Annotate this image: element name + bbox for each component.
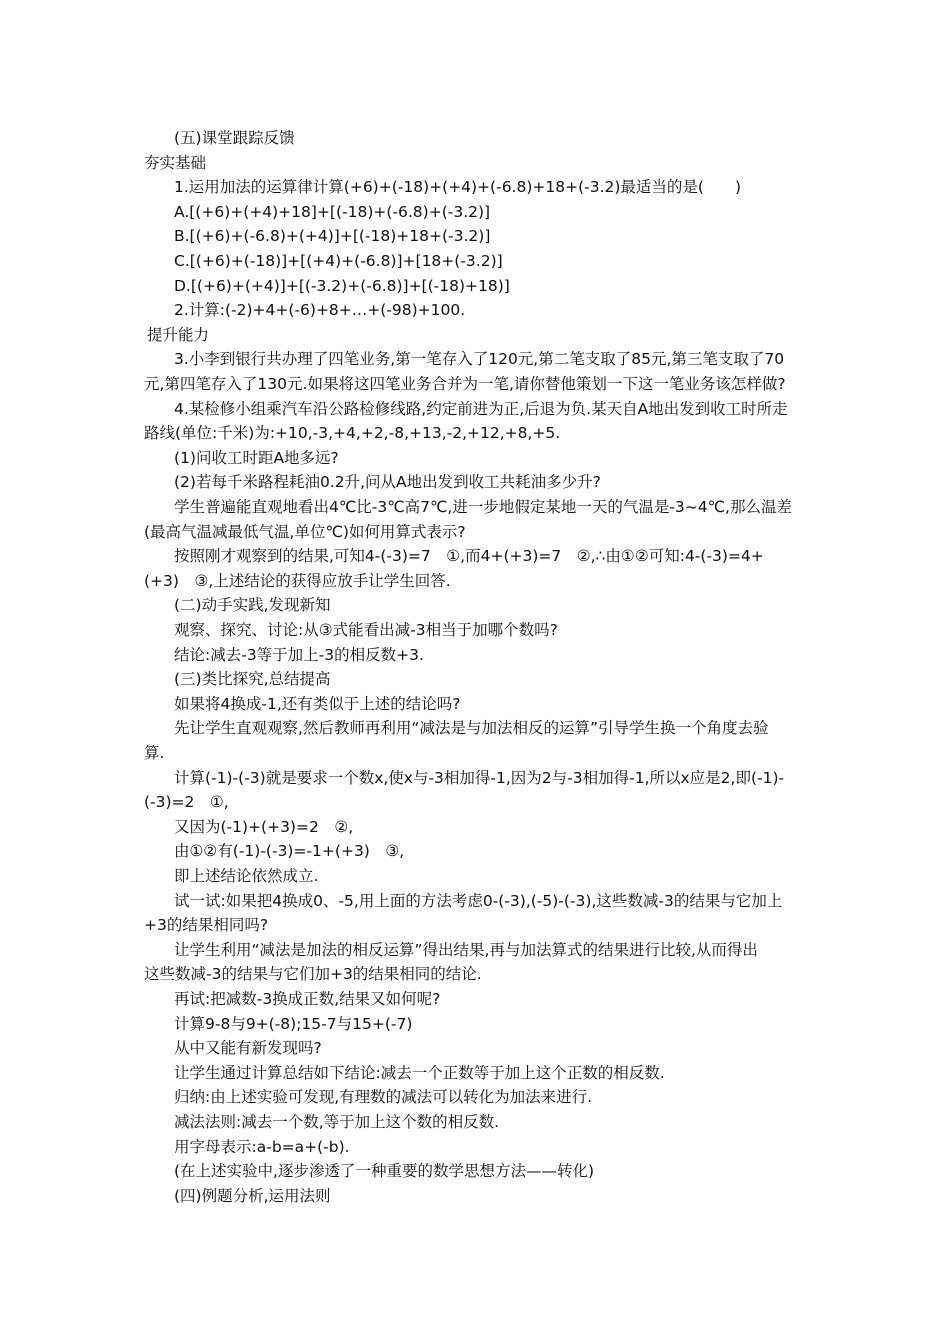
text-line: (-3)=2 ①,	[144, 793, 229, 812]
text-line: 即上述结论依然成立.	[174, 867, 319, 885]
text-line: 观察、探究、讨论:从③式能看出减-3相当于加哪个数吗?	[174, 621, 558, 639]
text-line: (+3) ③,上述结论的获得应放手让学生回答.	[144, 571, 451, 590]
text-line: 先让学生直观观察,然后教师再利用“减法是与加法相反的运算”引导学生换一个角度去验	[174, 719, 769, 738]
text-line: (2)若每千米路程耗油0.2升,问从A地出发到收工共耗油多少升?	[174, 473, 601, 492]
text-line: 归纳:由上述实验可发现,有理数的减法可以转化为加法来进行.	[174, 1088, 593, 1107]
text-line: 算.	[144, 744, 165, 762]
text-line: 1.运用加法的运算律计算(+6)+(-18)+(+4)+(-6.8)+18+(-3.2)最适当的是( )	[174, 178, 742, 197]
text-line: 让学生利用“减法是加法的相反运算”得出结果,再与加法算式的结果进行比较,从而得出	[174, 940, 758, 959]
text-line: 再试:把减数-3换成正数,结果又如何呢?	[174, 990, 441, 1008]
text-line: (在上述实验中,逐步渗透了一种重要的数学思想方法——转化)	[174, 1162, 595, 1181]
text-line: +3的结果相同吗?	[144, 916, 269, 935]
text-line: 由①②有(-1)-(-3)=-1+(+3) ③,	[174, 842, 405, 861]
text-line: A.[(+6)+(+4)+18]+[(-18)+(-6.8)+(-3.2)]	[174, 202, 491, 221]
text-line: (1)问收工时距A地多远?	[174, 448, 339, 467]
text-line: (最高气温减最低气温,单位℃)如何用算式表示?	[144, 522, 466, 541]
text-line: (五)课堂跟踪反馈	[174, 129, 295, 147]
text-line: (四)例题分析,运用法则	[174, 1186, 331, 1205]
text-line: B.[(+6)+(-6.8)+(+4)]+[(-18)+18+(-3.2)]	[174, 227, 491, 246]
text-line: 这些数减-3的结果与它们加+3的结果相同的结论.	[144, 965, 482, 984]
text-line: 3.小李到银行共办理了四笔业务,第一笔存入了120元,第二笔支取了85元,第三笔支取了70	[174, 350, 785, 369]
text-line: 如果将4换成-1,还有类似于上述的结论吗?	[174, 694, 461, 713]
text-line: 提升能力	[147, 325, 210, 344]
text-line: 计算(-1)-(-3)就是要求一个数x,使x与-3相加得-1,因为2与-3相加得-1,所以x应是2,即(-1)-	[174, 768, 785, 787]
text-line: 减法法则:减去一个数,等于加上这个数的相反数.	[174, 1113, 500, 1131]
text-line: (三)类比探究,总结提高	[174, 670, 331, 689]
text-line: 2.计算:(-2)+4+(-6)+8+…+(-98)+100.	[174, 301, 466, 320]
text-line: 路线(单位:千米)为:+10,-3,+4,+2,-8,+13,-2,+12,+8,+5.	[144, 424, 561, 443]
text-line: 按照刚才观察到的结果,可知4-(-3)=7 ①,而4+(+3)=7 ②,∴由①②可知:4-(-3)=4+	[174, 547, 764, 566]
text-line: 4.某检修小组乘汽车沿公路检修线路,约定前进为正,后退为负.某天自A地出发到收工时所走	[174, 399, 788, 418]
text-line: 夯实基础	[144, 153, 207, 172]
text-line: D.[(+6)+(+4)]+[(-3.2)+(-6.8)]+[(-18)+18)]	[174, 276, 510, 295]
text-line: 让学生通过计算总结如下结论:减去一个正数等于加上这个正数的相反数.	[174, 1063, 665, 1082]
text-line: 结论:减去-3等于加上-3的相反数+3.	[174, 645, 424, 664]
text-line: 学生普遍能直观地看出4℃比-3℃高7℃,进一步地假定某地一天的气温是-3~4℃,那么温差	[174, 498, 792, 516]
text-line: 用字母表示:a-b=a+(-b).	[174, 1137, 350, 1156]
text-line: (二)动手实践,发现新知	[174, 596, 331, 615]
text-line: 又因为(-1)+(+3)=2 ②,	[174, 817, 354, 836]
text-line: 从中又能有新发现吗?	[174, 1039, 322, 1058]
text-line: 计算9-8与9+(-8);15-7与15+(-7)	[174, 1014, 413, 1033]
text-line: 元,第四笔存入了130元.如果将这四笔业务合并为一笔,请你替他策划一下这一笔业务该怎样做?	[144, 375, 786, 393]
text-line: 试一试:如果把4换成0、-5,用上面的方法考虑0-(-3),(-5)-(-3),这些数减-3的结果与它加上	[174, 891, 783, 910]
text-line: C.[(+6)+(-18)]+[(+4)+(-6.8)]+[18+(-3.2)]	[174, 252, 503, 270]
